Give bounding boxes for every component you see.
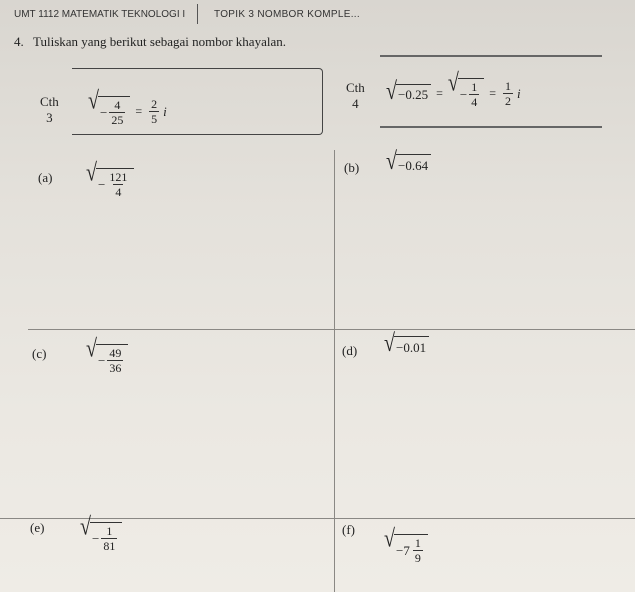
- part-c-label: (c): [32, 346, 47, 361]
- question-instruction: Tuliskan yang berikut sebagai nombor khayalan.: [33, 34, 286, 49]
- course-title: UMT 1112 MATEMATIK TEKNOLOGI I: [14, 8, 186, 20]
- example-3-expression: √ − $\frac{4}{25}$ = $\frac{2}{5}$ i: [88, 87, 167, 127]
- topic-title: TOPIK 3 NOMBOR KOMPLE...: [214, 8, 360, 20]
- example-4-bottom-rule: [380, 126, 602, 128]
- fraction: $\frac{1}{81}$: [103, 524, 116, 553]
- sqrt-symbol: √ −0.64: [386, 154, 431, 174]
- grid-divider-column: [334, 150, 335, 592]
- part-b-label: (b): [344, 160, 360, 175]
- fraction: $\frac{121}{4}$: [109, 170, 128, 199]
- fraction: $\frac{1}{4}$: [471, 80, 478, 109]
- part-f-label: (f): [342, 522, 355, 537]
- sqrt-symbol: √ − $\frac{121}{4}$: [86, 168, 134, 199]
- fraction: $\frac{49}{36}$: [109, 346, 122, 375]
- grid-divider-row-1: [28, 329, 635, 330]
- topic-header: [214, 4, 360, 24]
- example-4-expression: √ −0.25 = √ − $\frac{1}{4}$ = $\frac{1}{2}$ i: [386, 69, 521, 109]
- sqrt-symbol: √ − 7 $\frac{1}{9}$: [384, 534, 428, 565]
- part-e-expression: [80, 513, 122, 553]
- part-e-label: (e): [30, 520, 45, 535]
- sqrt-symbol: √ −0.25: [386, 84, 431, 104]
- part-b-expression: [386, 147, 431, 176]
- course-header: [14, 4, 198, 24]
- part-a-label: (a): [38, 170, 53, 185]
- fraction: $\frac{4}{25}$: [111, 98, 124, 127]
- part-f-expression: [384, 525, 428, 565]
- sqrt-symbol: √ −0.01: [384, 336, 429, 356]
- fraction: $\frac{1}{9}$: [414, 536, 421, 565]
- sqrt-symbol: √ − $\frac{49}{36}$: [86, 344, 128, 375]
- sqrt-symbol: √ − $\frac{4}{25}$: [88, 96, 130, 127]
- example-4-label: Cth 4: [346, 80, 365, 111]
- question-number: 4.: [14, 34, 24, 49]
- part-d-label: (d): [342, 343, 358, 358]
- sqrt-symbol: √ − $\frac{1}{81}$: [80, 522, 122, 553]
- example-4-top-rule: [380, 55, 602, 57]
- part-c-expression: [86, 335, 128, 375]
- question-title: [14, 34, 286, 50]
- answer-fraction: $\frac{2}{5}$: [151, 96, 158, 126]
- part-d-expression: [384, 329, 429, 358]
- grid-divider-row-2: [0, 518, 635, 519]
- sqrt-symbol: √ − $\frac{1}{4}$: [448, 78, 484, 109]
- example-3-label: Cth 3: [40, 94, 59, 125]
- part-a-expression: [86, 159, 134, 199]
- answer-fraction: $\frac{1}{2}$: [504, 78, 511, 108]
